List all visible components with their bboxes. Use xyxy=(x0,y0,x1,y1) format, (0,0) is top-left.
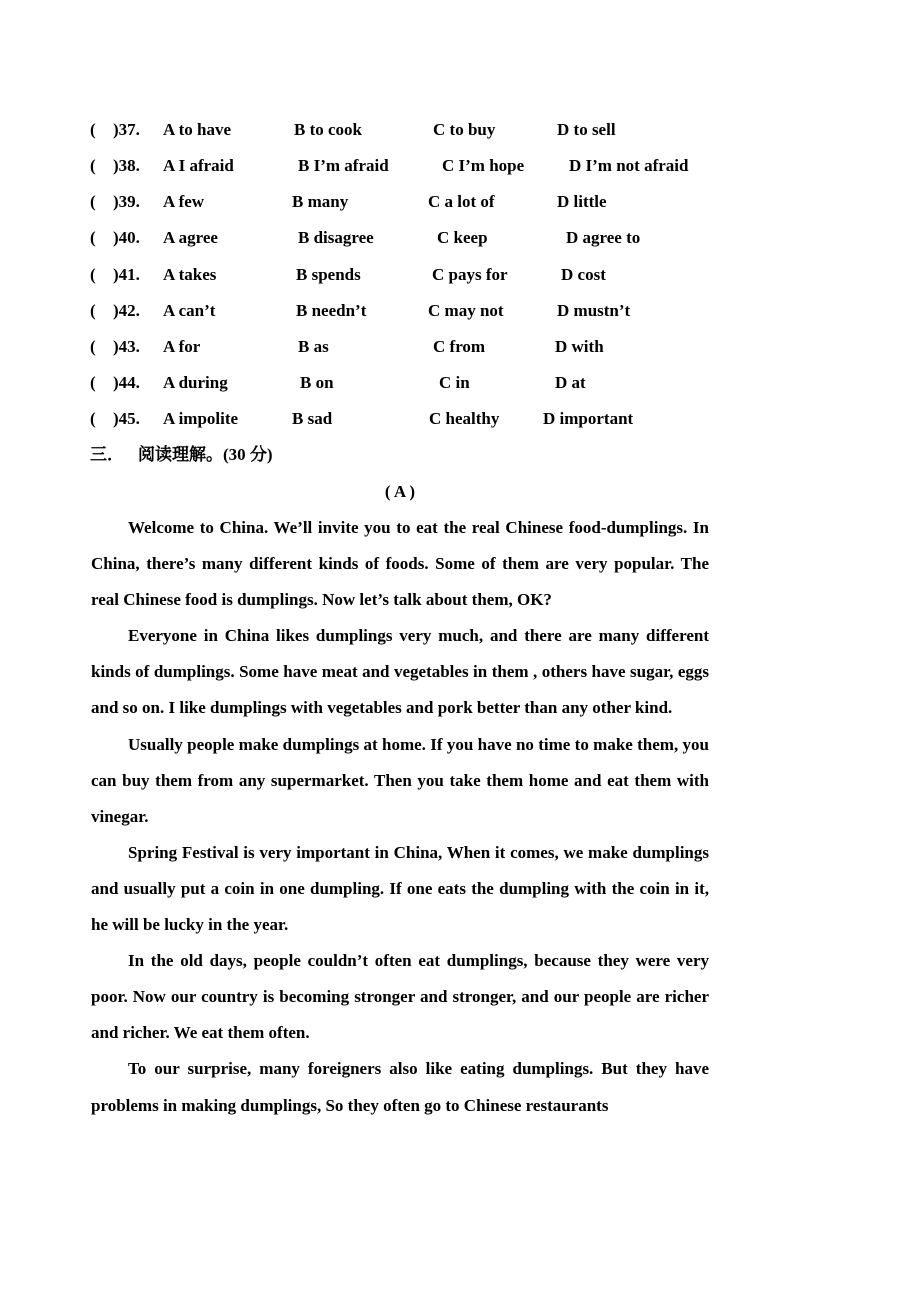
option-b: B to cook xyxy=(294,120,362,139)
answer-blank: ( xyxy=(90,192,96,211)
question-number: )44. xyxy=(113,373,140,392)
option-a: A impolite xyxy=(163,409,239,428)
option-d: D with xyxy=(555,337,604,356)
option-c: C keep xyxy=(437,228,488,247)
option-d: D agree to xyxy=(566,228,641,247)
option-d: D important xyxy=(543,409,634,428)
option-c: C I’m hope xyxy=(442,156,525,175)
question-number: )37. xyxy=(113,120,140,139)
question-number: )38. xyxy=(113,156,140,175)
option-a: A for xyxy=(163,337,201,356)
option-b: B as xyxy=(298,337,329,356)
question-number: )41. xyxy=(113,265,140,284)
option-d: D at xyxy=(555,373,586,392)
passage-paragraph: Usually people make dumplings at home. If you have no time to make them, you can buy them from any supermarket. Then you take them home and eat them with vinegar. xyxy=(91,734,709,826)
passage-paragraph: Everyone in China likes dumplings very much, and there are many different kinds of dumplings. Some have meat and vegetables in them , others have sugar, eggs and so on. I like dumplings with vegetables and pork better than any other kind. xyxy=(91,626,709,718)
option-d: D mustn’t xyxy=(557,301,631,320)
option-b: B I’m afraid xyxy=(298,156,389,175)
option-b: B on xyxy=(300,373,334,392)
option-b: B sad xyxy=(292,409,333,428)
passage-label: ( A ) xyxy=(384,482,416,501)
option-c: C in xyxy=(439,373,470,392)
option-a: A agree xyxy=(163,228,218,247)
option-c: C a lot of xyxy=(428,192,495,211)
section-title: 阅读理解。(30 分) xyxy=(138,445,273,464)
answer-blank: ( xyxy=(90,409,96,428)
question-number: )43. xyxy=(113,337,140,356)
passage-paragraph: Welcome to China. We’ll invite you to eat the real Chinese food-dumplings. In China, there’s many different kinds of foods. Some of them are very popular. The real Chinese food is dumplings. Now let’s talk about them, OK? xyxy=(91,518,709,610)
question-number: )39. xyxy=(113,192,140,211)
reading-passage xyxy=(91,510,709,1124)
passage-paragraph: In the old days, people couldn’t often eat dumplings, because they were very poor. Now our country is becoming stronger and stronger, and our people are richer and richer. We eat them often. xyxy=(91,951,709,1043)
option-a: A to have xyxy=(163,120,231,139)
option-d: D cost xyxy=(561,265,606,284)
option-c: C may not xyxy=(428,301,504,320)
option-b: B many xyxy=(292,192,349,211)
question-number: )42. xyxy=(113,301,140,320)
option-c: C to buy xyxy=(433,120,496,139)
answer-blank: ( xyxy=(90,228,96,247)
option-b: B disagree xyxy=(298,228,374,247)
option-a: A I afraid xyxy=(163,156,234,175)
option-c: C healthy xyxy=(429,409,500,428)
option-d: D to sell xyxy=(557,120,616,139)
passage-paragraph: To our surprise, many foreigners also like eating dumplings. But they have problems in making dumplings, So they often go to Chinese restaurants xyxy=(91,1059,709,1115)
option-a: A during xyxy=(163,373,228,392)
option-c: C pays for xyxy=(432,265,508,284)
option-b: B needn’t xyxy=(296,301,367,320)
answer-blank: ( xyxy=(90,373,96,392)
answer-blank: ( xyxy=(90,337,96,356)
section-number: 三． xyxy=(90,445,124,464)
option-b: B spends xyxy=(296,265,361,284)
question-number: )40. xyxy=(113,228,140,247)
option-d: D I’m not afraid xyxy=(569,156,689,175)
answer-blank: ( xyxy=(90,265,96,284)
option-a: A can’t xyxy=(163,301,216,320)
option-d: D little xyxy=(557,192,607,211)
question-number: )45. xyxy=(113,409,140,428)
answer-blank: ( xyxy=(90,120,96,139)
answer-blank: ( xyxy=(90,301,96,320)
option-c: C from xyxy=(433,337,486,356)
option-a: A few xyxy=(163,192,205,211)
passage-paragraph: Spring Festival is very important in China, When it comes, we make dumplings and usually put a coin in one dumpling. If one eats the dumpling with the coin in it, he will be lucky in the year. xyxy=(91,842,709,935)
option-a: A takes xyxy=(163,265,217,284)
answer-blank: ( xyxy=(90,156,96,175)
